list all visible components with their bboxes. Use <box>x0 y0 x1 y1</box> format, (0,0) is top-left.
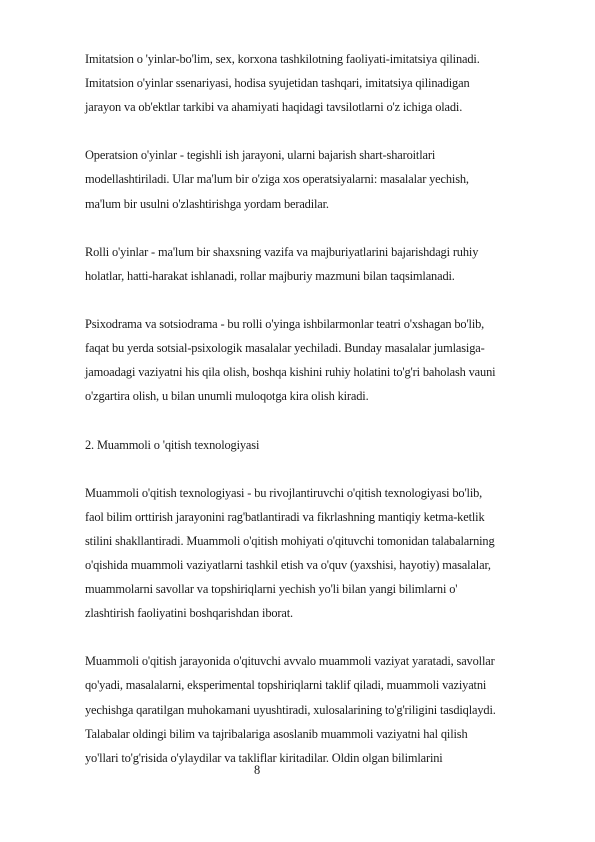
text-line: Psixodrama va sotsiodrama - bu rolli o'yinga ishbilarmonlar teatri o'xshagan bo'lib, <box>85 317 485 332</box>
text-line: Muammoli o'qitish texnologiyasi - bu rivojlantiruvchi o'qitish texnologiyasi bo'lib, <box>85 485 483 500</box>
text-line: yo'llari to'g'risida o'ylaydilar va takliflar kiritadilar. Oldin olgan bilimlarini <box>85 750 443 765</box>
text-line: Imitatsion o 'yinlar-bo'lim, sex, korxona tashkilotning faoliyati-imitatsiya qilinadi. <box>85 52 480 66</box>
text-line: Imitatsion o'yinlar ssenariyasi, hodisa syujetidan tashqari, imitatsiya qilinadigan <box>85 76 470 91</box>
text-line: stilini shakllantiradi. Muammoli o'qitish mohiyati o'qituvchi tomonidan talabalarning <box>85 533 495 548</box>
text-line: Operatsion o'yinlar - tegishli ish jarayoni, ularni bajarish shart-sharoitlari <box>85 148 436 163</box>
section-heading <box>85 433 565 457</box>
text-line: faol bilim orttirish jarayonini rag'batlantiradi va fikrlashning mantiqiy ketma-ketlik <box>85 509 485 524</box>
paragraph-operational-games <box>85 143 565 215</box>
text-line: o'zgartira olish, u bilan unumli muloqotga kira olish kiradi. <box>85 389 369 404</box>
paragraph-role-games <box>85 240 565 288</box>
text-line: Muammoli o'qitish jarayonida o'qituvchi avvalo muammoli vaziyat yaratadi, savollar <box>85 654 495 669</box>
text-line: muammolarni savollar va topshiriqlarni yechish yo'li bilan yangi bilimlarni o' <box>85 582 458 597</box>
text-line: holatlar, hatti-harakat ishlanadi, rollar majburiy mazmuni bilan taqsimlanadi. <box>85 268 455 283</box>
paragraph-imitation-games <box>85 47 565 119</box>
text-line: zlashtirish faoliyatini boshqarishdan iborat. <box>85 606 293 621</box>
text-line: qo'yadi, masalalarni, eksperimental topshiriqlarni taklif qiladi, muammoli vaziyatni <box>85 678 487 693</box>
paragraph-problem-learning-process <box>85 649 565 769</box>
text-line: Rolli o'yinlar - ma'lum bir shaxsning vazifa va majburiyatlarini bajarishdagi ruhiy <box>85 244 479 259</box>
paragraph-problem-learning-definition <box>85 481 565 626</box>
document-body <box>85 47 565 794</box>
text-line: o'qishida muammoli vaziyatlarni tashkil etish va o'quv (yaxshisi, hayotiy) masalalar, <box>85 557 491 572</box>
page-number: 8 <box>254 763 261 777</box>
text-line: faqat bu yerda sotsial-psixologik masalalar yechiladi. Bunday masalalar jumlasiga- <box>85 341 485 356</box>
text-line: modellashtiriladi. Ular ma'lum bir o'ziga xos operatsiyalarni: masalalar yechish, <box>85 172 469 187</box>
text-line: jamoadagi vaziyatni his qila olish, boshqa kishini ruhiy holatini to'g'ri baholash vauni <box>85 365 496 380</box>
text-line: Talabalar oldingi bilim va tajribalariga asoslanib muammoli vaziyatni hal qilish <box>85 726 468 741</box>
heading-line: 2. Muammoli o 'qitish texnologiyasi <box>85 437 260 452</box>
text-line: yechishga qaratilgan muhokamani uyushtiradi, xulosalarining to'g'riligini tasdiqlaydi. <box>85 702 496 717</box>
text-line: ma'lum bir usulni o'zlashtirishga yordam beradilar. <box>85 196 329 211</box>
paragraph-psychodrama <box>85 312 565 408</box>
text-line: jarayon va ob'ektlar tarkibi va ahamiyati haqidagi tavsilotlarni o'z ichiga oladi. <box>85 100 463 115</box>
